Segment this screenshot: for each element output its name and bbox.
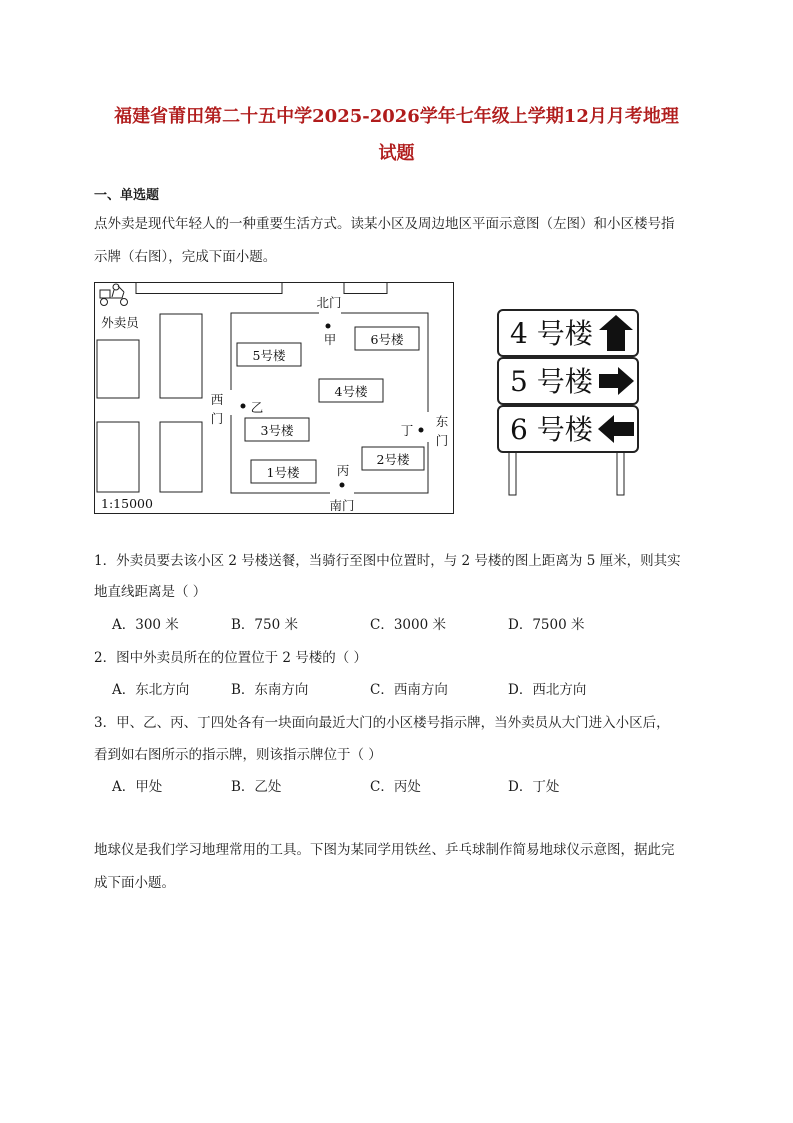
outer-block [160, 422, 202, 492]
point-ding-marker [419, 428, 424, 433]
map-scale: 1:15000 [101, 496, 153, 511]
community-map [94, 280, 456, 516]
east-gate-label-2: 门 [435, 433, 449, 448]
sign-board-5 [498, 358, 638, 404]
question-2-line-1: 2．图中外卖员所在的位置位于 2 号楼的（ ） [94, 650, 368, 666]
outer-block [97, 422, 139, 492]
sign-post-left [509, 451, 516, 495]
section-heading: 一、单选题 [94, 188, 160, 203]
q1-option-a[interactable]: A．300 米 [112, 617, 179, 633]
outer-block [97, 340, 139, 398]
globe-intro-line-2: 成下面小题。 [94, 875, 175, 891]
document-title-line-1: 福建省莆田第二十五中学2025-2026学年七年级上学期12月月考地理 [114, 106, 679, 127]
building-sign [496, 308, 641, 498]
point-jia-label: 甲 [323, 332, 337, 347]
question-3-line-1: 3．甲、乙、丙、丁四处各有一块面向最近大门的小区楼号指示牌，当外卖员从大门进入小区后， [94, 715, 670, 731]
point-yi-label: 乙 [250, 400, 264, 415]
sign-post-right [617, 451, 624, 495]
point-bing-marker [340, 483, 345, 488]
q2-option-a[interactable]: A．东北方向 [112, 682, 190, 698]
q2-option-d[interactable]: D．西北方向 [508, 682, 587, 698]
outer-block [160, 314, 202, 398]
q3-option-d[interactable]: D．丁处 [508, 779, 560, 795]
building-4-label: 4号楼 [334, 384, 368, 399]
south-gate-label: 南门 [329, 498, 355, 513]
sign-5-label: 5 号楼 [510, 365, 593, 398]
courier-label: 外卖员 [101, 315, 139, 330]
intro-line-2: 示牌（右图），完成下面小题。 [94, 249, 277, 265]
question-1-line-2: 地直线距离是（ ） [94, 584, 207, 600]
question-1-line-1: 1．外卖员要去该小区 2 号楼送餐，当骑行至图中位置时，与 2 号楼的图上距离为 5 厘米，则其实 [94, 553, 681, 569]
west-gate-label-1: 西 [210, 392, 224, 407]
q3-option-b[interactable]: B．乙处 [231, 779, 282, 795]
building-6-label: 6号楼 [370, 332, 404, 347]
q1-option-c[interactable]: C．3000 米 [370, 617, 446, 633]
building-1-label: 1号楼 [266, 465, 300, 480]
q2-option-c[interactable]: C．西南方向 [370, 682, 448, 698]
q2-option-b[interactable]: B．东南方向 [231, 682, 309, 698]
sign-board-4 [498, 310, 638, 356]
question-3-line-2: 看到如右图所示的指示牌，则该指示牌位于（ ） [94, 747, 382, 763]
west-gate-label-2: 门 [210, 411, 224, 426]
sign-4-label: 4 号楼 [510, 317, 593, 350]
sign-board-6 [498, 406, 638, 452]
building-3-label: 3号楼 [260, 423, 294, 438]
building-5-label: 5号楼 [252, 348, 286, 363]
building-2-label: 2号楼 [376, 452, 410, 467]
q3-option-a[interactable]: A．甲处 [112, 779, 163, 795]
intro-line-1: 点外卖是现代年轻人的一种重要生活方式。读某小区及周边地区平面示意图（左图）和小区楼号指 [94, 216, 675, 232]
north-gate-label: 北门 [316, 295, 342, 310]
east-gate-label-1: 东 [435, 414, 449, 429]
point-ding-label: 丁 [400, 423, 414, 438]
q3-option-c[interactable]: C．丙处 [370, 779, 421, 795]
document-title-line-2: 试题 [378, 143, 415, 164]
sign-6-label: 6 号楼 [510, 413, 593, 446]
globe-intro-line-1: 地球仪是我们学习地理常用的工具。下图为某同学用铁丝、乒乓球制作简易地球仪示意图，据此完 [94, 842, 675, 858]
point-jia-marker [326, 324, 331, 329]
q1-option-b[interactable]: B．750 米 [231, 617, 298, 633]
point-bing-label: 丙 [336, 463, 350, 478]
q1-option-d[interactable]: D．7500 米 [508, 617, 585, 633]
point-yi-marker [241, 404, 246, 409]
